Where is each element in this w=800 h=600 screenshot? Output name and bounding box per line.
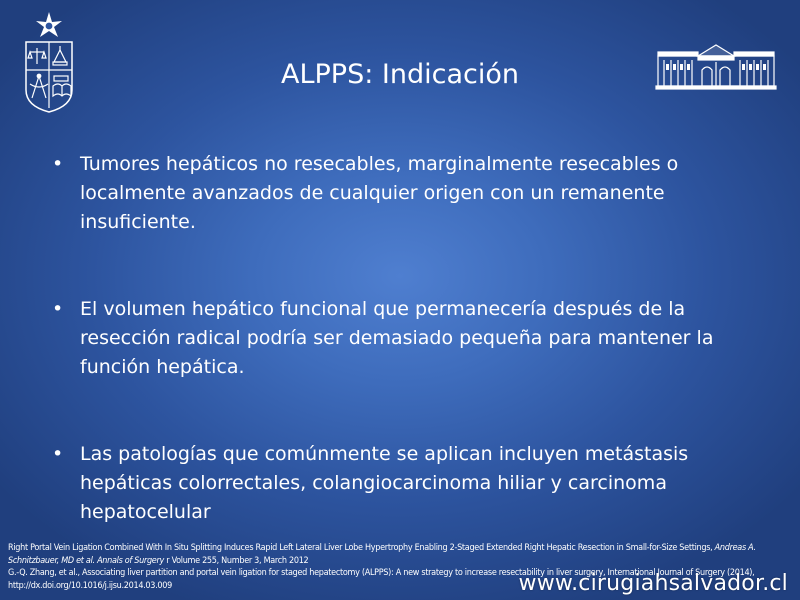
reference-1-authors: Andreas A. Schnitzbauer, MD et al. Annals of Surgery xyxy=(8,543,756,566)
bullet-marker: • xyxy=(52,153,64,175)
reference-1-volume: r Volume 255, Number 3, March 2012 xyxy=(164,555,309,566)
bullet-item xyxy=(46,295,746,382)
website-url: www.cirugiahsalvador.cl xyxy=(518,571,788,596)
reference-2: G.-Q. Zhang, et al., Associating liver partition and portal vein ligation for staged hepatectomy (ALPPS): A new strategy to increase resectability in liver surgery, International Journal of Surgery (2014), http://dx.doi.org/10.1016/j.ijsu.2014.03.009 xyxy=(8,568,755,591)
bullet-item xyxy=(46,440,746,527)
bullet-text: Tumores hepáticos no resecables, marginalmente resecables o localmente avanzados de cualquier origen con un remanente insuficiente. xyxy=(80,153,679,233)
bullet-text: El volumen hepático funcional que permanecería después de la resección radical podría ser demasiado pequeña para mantener la función hepática. xyxy=(80,298,714,378)
bullet-marker: • xyxy=(52,298,64,320)
reference-1 xyxy=(8,542,792,567)
bullet-marker: • xyxy=(52,443,64,465)
reference-1-title: Right Portal Vein Ligation Combined With In Situ Splitting Induces Rapid Left Lateral Liver Lobe Hypertrophy Enabling 2-Staged Extended Right Hepatic Resection in Small-for-Size Settings, xyxy=(8,543,715,553)
bullet-list xyxy=(46,150,746,585)
slide-title: ALPPS: Indicación xyxy=(281,59,519,90)
bullet-item xyxy=(46,150,746,237)
bullet-text: Las patologías que comúnmente se aplican incluyen metástasis hepáticas colorrectales, colangiocarcinoma hiliar y carcinoma hepatocelular xyxy=(80,443,689,523)
